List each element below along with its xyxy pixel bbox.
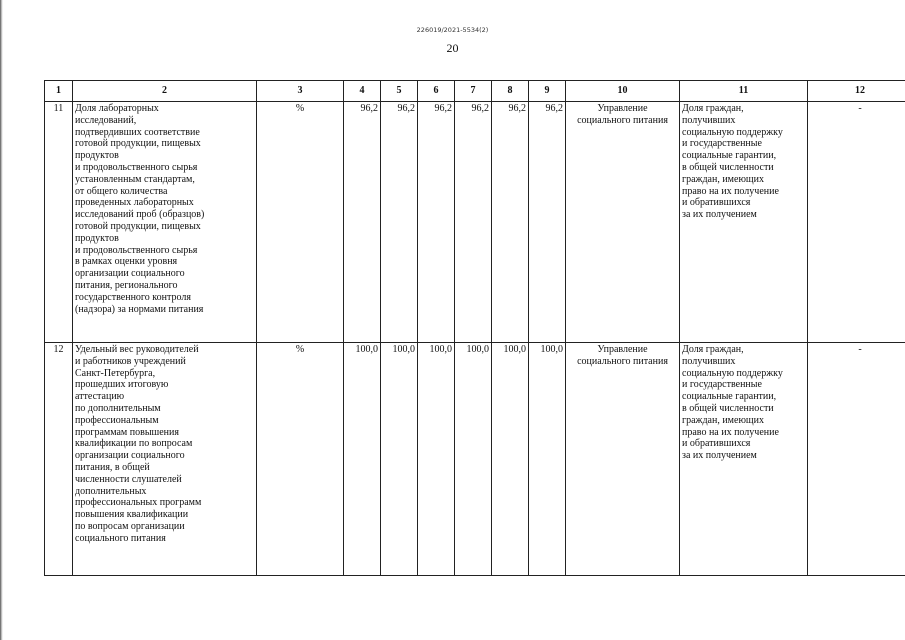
column-header: 6	[418, 81, 455, 102]
responsible-text: Управление социального питания	[577, 344, 668, 367]
indicator-cell	[73, 343, 257, 576]
row-number: 11	[45, 102, 73, 343]
value-cell: 100,0	[381, 343, 418, 576]
value-cell: 100,0	[344, 343, 381, 576]
column-header: 7	[455, 81, 492, 102]
value-cell: 96,2	[455, 102, 492, 343]
target-group-text: Доля граждан, получивших социальную поддержку и государственные социальные гарантии, в общей численности граждан, имеющих право на их получение и обратившихся за их получением	[682, 344, 783, 462]
note-cell: -	[808, 102, 905, 343]
table-row	[45, 102, 905, 343]
column-header: 3	[257, 81, 344, 102]
value-cell: 96,2	[344, 102, 381, 343]
responsible-text: Управление социального питания	[577, 103, 668, 126]
unit-cell: %	[257, 102, 344, 343]
indicator-cell	[73, 102, 257, 343]
column-header: 11	[680, 81, 808, 102]
unit-cell: %	[257, 343, 344, 576]
target-group-cell	[680, 102, 808, 343]
value-cell: 96,2	[492, 102, 529, 343]
responsible-cell	[566, 102, 680, 343]
value-cell: 96,2	[418, 102, 455, 343]
responsible-cell	[566, 343, 680, 576]
column-header: 2	[73, 81, 257, 102]
column-header: 12	[808, 81, 905, 102]
value-cell: 100,0	[492, 343, 529, 576]
column-header: 8	[492, 81, 529, 102]
indicator-text: Доля лабораторных исследований, подтвердивших соответствие готовой продукции, пищевых продуктов и продовольственного сырья установленным стандартам, от общего количества проведенных лабораторных исследований проб (образцов) готовой продукции, пищевых продуктов и продовольственного сырья в рамках оценки уровня организации социального питания, регионального государственного контроля (надзора) за нормами питания	[75, 103, 205, 315]
value-cell: 96,2	[529, 102, 566, 343]
column-header: 5	[381, 81, 418, 102]
document-id: 226019/2021-5534(2)	[416, 26, 489, 34]
column-header: 9	[529, 81, 566, 102]
indicator-text: Удельный вес руководителей и работников учреждений Санкт-Петербурга, прошедших итоговую аттестацию по дополнительным профессиональным программам повышения квалификации по вопросам организации социального питания, в общей численности слушателей дополнительных профессиональных программ повышения квалификации по вопросам организации социального питания	[75, 344, 202, 544]
page-number: 20	[446, 41, 459, 55]
column-header: 10	[566, 81, 680, 102]
target-group-text: Доля граждан, получивших социальную поддержку и государственные социальные гарантии, в общей численности граждан, имеющих право на их получение и обратившихся за их получением	[682, 103, 783, 221]
header-row	[45, 81, 905, 102]
indicators-table	[44, 80, 905, 576]
scan-edge	[0, 0, 3, 640]
note-cell: -	[808, 343, 905, 576]
value-cell: 100,0	[455, 343, 492, 576]
column-header: 4	[344, 81, 381, 102]
column-header: 1	[45, 81, 73, 102]
value-cell: 100,0	[529, 343, 566, 576]
target-group-cell	[680, 343, 808, 576]
value-cell: 100,0	[418, 343, 455, 576]
table-row	[45, 343, 905, 576]
row-number: 12	[45, 343, 73, 576]
value-cell: 96,2	[381, 102, 418, 343]
